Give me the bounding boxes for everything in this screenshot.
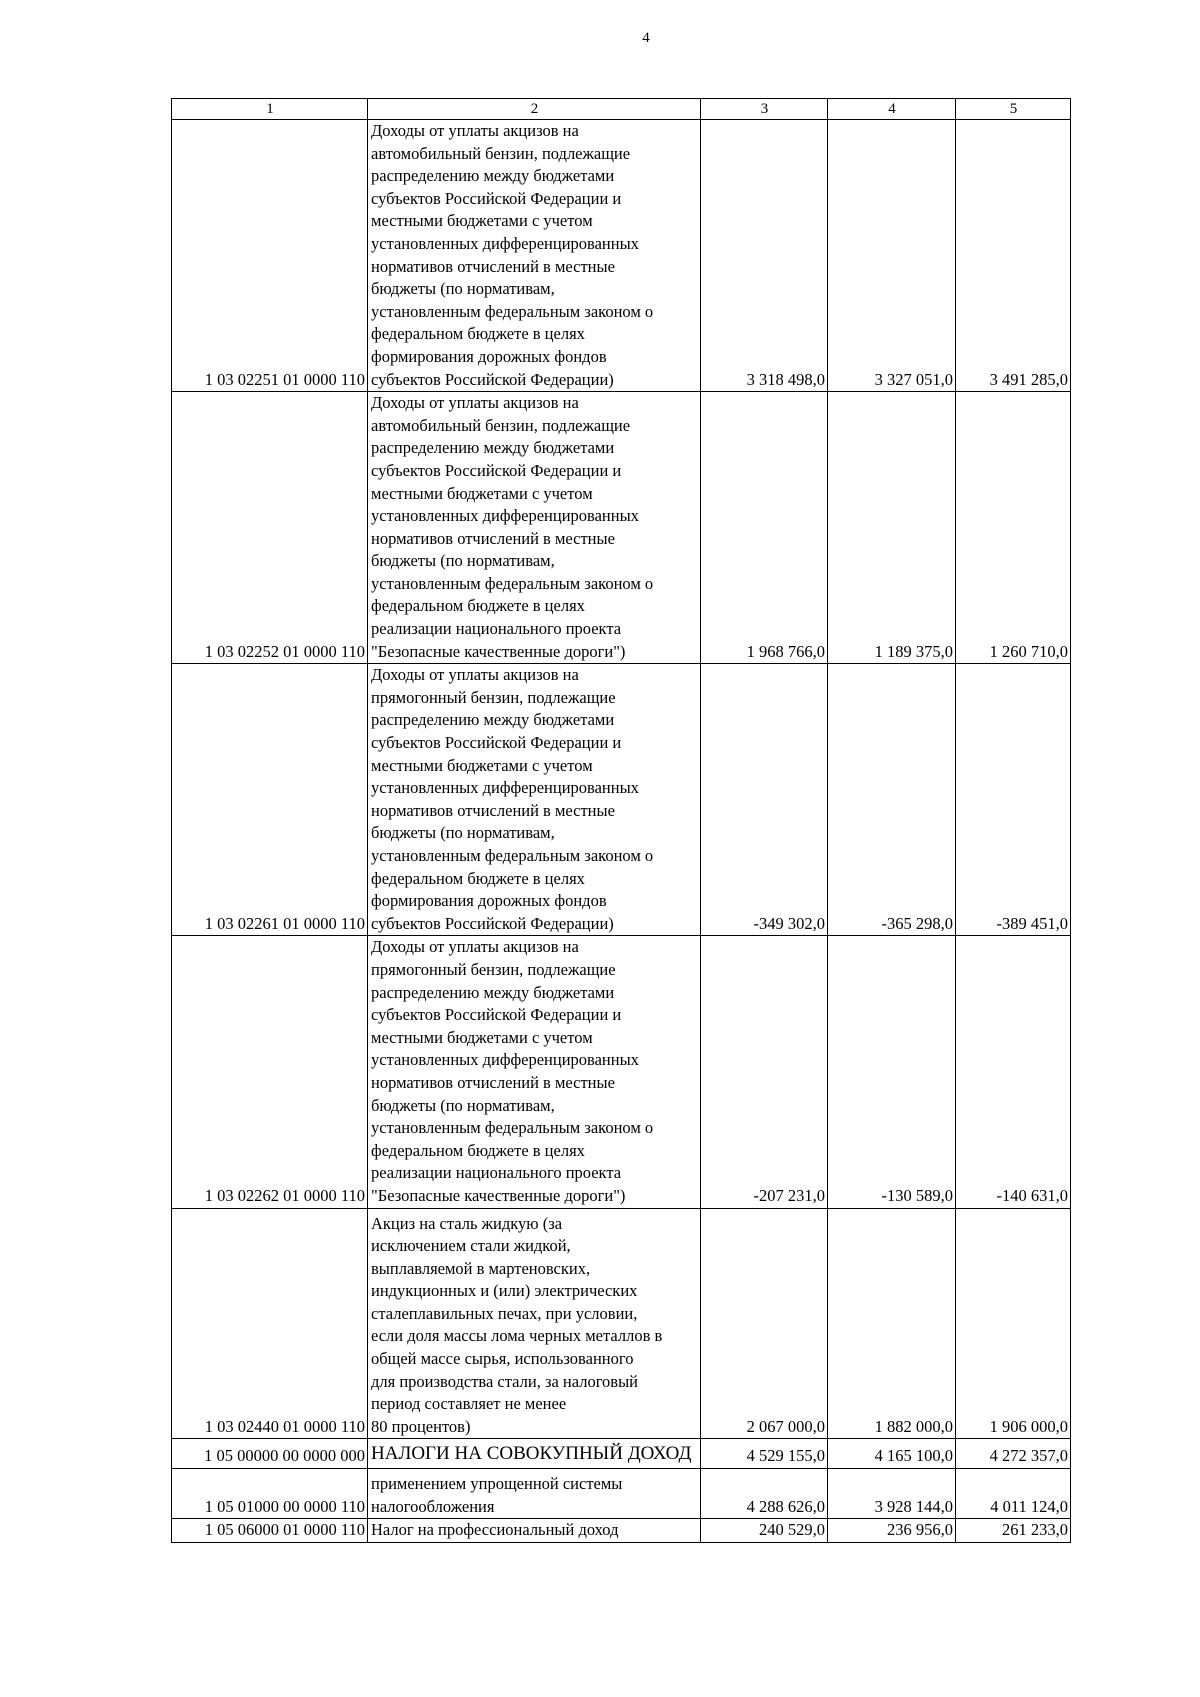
amount-col-3: 2 067 000,0 bbox=[701, 1208, 828, 1439]
table-row bbox=[172, 1469, 1071, 1519]
amount-col-4: -365 298,0 bbox=[828, 664, 956, 936]
amount-col-5: 4 011 124,0 bbox=[956, 1469, 1071, 1519]
amount-col-4: 1 189 375,0 bbox=[828, 392, 956, 664]
revenue-name: НАЛОГИ НА СОВОКУПНЫЙ ДОХОД bbox=[368, 1439, 701, 1469]
budget-code: 1 03 02440 01 0000 110 bbox=[172, 1208, 368, 1439]
amount-col-4: 3 928 144,0 bbox=[828, 1469, 956, 1519]
table-row bbox=[172, 392, 1071, 664]
amount-col-3: 3 318 498,0 bbox=[701, 120, 828, 392]
amount-col-5: 4 272 357,0 bbox=[956, 1439, 1071, 1469]
budget-code: 1 05 00000 00 0000 000 bbox=[172, 1439, 368, 1469]
amount-col-5: 1 260 710,0 bbox=[956, 392, 1071, 664]
header-col-1: 1 bbox=[172, 99, 368, 120]
amount-col-5: 3 491 285,0 bbox=[956, 120, 1071, 392]
revenue-name: Акциз на сталь жидкую (за исключением стали жидкой, выплавляемой в мартеновских, индукционных и (или) электрических сталеплавильных печах, при условии, если доля массы лома черных металлов в общей массе сырья, использованного для производства стали, за налоговый период составляет не менее 80 процентов) bbox=[368, 1208, 701, 1439]
amount-col-3: 1 968 766,0 bbox=[701, 392, 828, 664]
amount-col-5: 261 233,0 bbox=[956, 1519, 1071, 1543]
budget-code: 1 03 02251 01 0000 110 bbox=[172, 120, 368, 392]
revenue-name: Доходы от уплаты акцизов на автомобильный бензин, подлежащие распределению между бюджетами субъектов Российской Федерации и местными бюджетами с учетом установленных дифференцированных нормативов отчислений в местные бюджеты (по нормативам, установленным федеральным законом о федеральном бюджете в целях формирования дорожных фондов субъектов Российской Федерации) bbox=[368, 120, 701, 392]
amount-col-3: 4 529 155,0 bbox=[701, 1439, 828, 1469]
budget-code: 1 03 02262 01 0000 110 bbox=[172, 936, 368, 1208]
header-col-4: 4 bbox=[828, 99, 956, 120]
table-row bbox=[172, 664, 1071, 936]
amount-col-5: -389 451,0 bbox=[956, 664, 1071, 936]
budget-code: 1 03 02252 01 0000 110 bbox=[172, 392, 368, 664]
amount-col-3: 4 288 626,0 bbox=[701, 1469, 828, 1519]
budget-code: 1 03 02261 01 0000 110 bbox=[172, 664, 368, 936]
table-row-section bbox=[172, 1439, 1071, 1469]
revenue-name: применением упрощенной системы налогообложения bbox=[368, 1469, 701, 1519]
revenue-name: Доходы от уплаты акцизов на прямогонный бензин, подлежащие распределению между бюджетами субъектов Российской Федерации и местными бюджетами с учетом установленных дифференцированных нормативов отчислений в местные бюджеты (по нормативам, установленным федеральным законом о федеральном бюджете в целях формирования дорожных фондов субъектов Российской Федерации) bbox=[368, 664, 701, 936]
budget-revenue-table bbox=[171, 98, 1071, 1543]
amount-col-4: -130 589,0 bbox=[828, 936, 956, 1208]
amount-col-5: -140 631,0 bbox=[956, 936, 1071, 1208]
amount-col-4: 4 165 100,0 bbox=[828, 1439, 956, 1469]
header-col-2: 2 bbox=[368, 99, 701, 120]
table-row bbox=[172, 936, 1071, 1208]
revenue-name: Налог на профессиональный доход bbox=[368, 1519, 701, 1543]
amount-col-3: -349 302,0 bbox=[701, 664, 828, 936]
table-row bbox=[172, 120, 1071, 392]
budget-code: 1 05 06000 01 0000 110 bbox=[172, 1519, 368, 1543]
amount-col-3: -207 231,0 bbox=[701, 936, 828, 1208]
revenue-name: Доходы от уплаты акцизов на прямогонный бензин, подлежащие распределению между бюджетами субъектов Российской Федерации и местными бюджетами с учетом установленных дифференцированных нормативов отчислений в местные бюджеты (по нормативам, установленным федеральным законом о федеральном бюджете в целях реализации национального проекта "Безопасные качественные дороги") bbox=[368, 936, 701, 1208]
amount-col-3: 240 529,0 bbox=[701, 1519, 828, 1543]
header-col-5: 5 bbox=[956, 99, 1071, 120]
amount-col-4: 3 327 051,0 bbox=[828, 120, 956, 392]
table-header-row bbox=[172, 99, 1071, 120]
amount-col-4: 236 956,0 bbox=[828, 1519, 956, 1543]
budget-code: 1 05 01000 00 0000 110 bbox=[172, 1469, 368, 1519]
table-row bbox=[172, 1519, 1071, 1543]
amount-col-5: 1 906 000,0 bbox=[956, 1208, 1071, 1439]
amount-col-4: 1 882 000,0 bbox=[828, 1208, 956, 1439]
header-col-3: 3 bbox=[701, 99, 828, 120]
table-row bbox=[172, 1208, 1071, 1439]
revenue-name: Доходы от уплаты акцизов на автомобильный бензин, подлежащие распределению между бюджетами субъектов Российской Федерации и местными бюджетами с учетом установленных дифференцированных нормативов отчислений в местные бюджеты (по нормативам, установленным федеральным законом о федеральном бюджете в целях реализации национального проекта "Безопасные качественные дороги") bbox=[368, 392, 701, 664]
page-number: 4 bbox=[642, 30, 650, 46]
